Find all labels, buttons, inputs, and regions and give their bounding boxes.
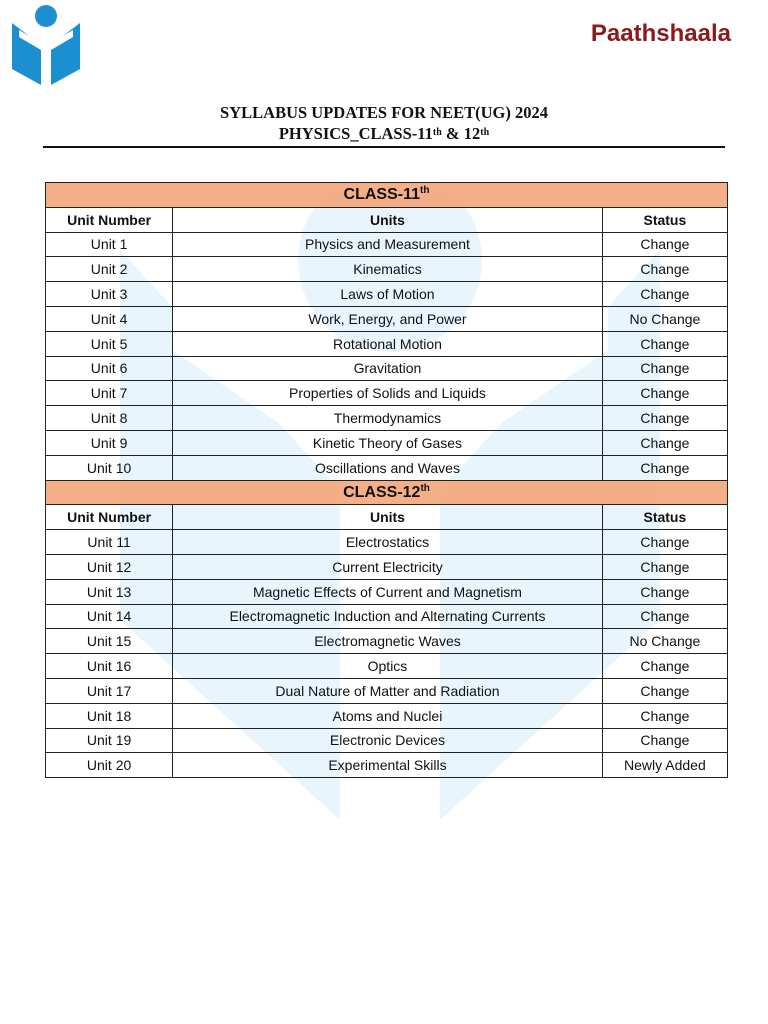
unit-name-cell: Magnetic Effects of Current and Magnetism bbox=[173, 579, 603, 604]
unit-number-cell: Unit 1 bbox=[46, 232, 173, 257]
unit-name-cell: Kinetic Theory of Gases bbox=[173, 430, 603, 455]
table-row bbox=[46, 257, 728, 282]
class-12-label: CLASS-12th bbox=[46, 480, 728, 505]
table-row bbox=[46, 406, 728, 431]
unit-name-cell: Kinematics bbox=[173, 257, 603, 282]
unit-number-cell: Unit 18 bbox=[46, 703, 173, 728]
status-cell: Change bbox=[602, 728, 727, 753]
table-row bbox=[46, 678, 728, 703]
unit-number-cell: Unit 14 bbox=[46, 604, 173, 629]
unit-number-cell: Unit 16 bbox=[46, 654, 173, 679]
subtitle-mid: & 12 bbox=[441, 124, 481, 143]
status-cell: Change bbox=[602, 678, 727, 703]
table-row bbox=[46, 554, 728, 579]
column-header-row bbox=[46, 505, 728, 530]
table-row bbox=[46, 306, 728, 331]
superscript: th bbox=[480, 127, 490, 138]
status-cell: No Change bbox=[602, 306, 727, 331]
brand-name: Paathshaala bbox=[590, 20, 731, 47]
status-cell: Change bbox=[602, 406, 727, 431]
status-cell: Change bbox=[602, 604, 727, 629]
status-cell: No Change bbox=[602, 629, 727, 654]
document-subtitle bbox=[0, 124, 768, 144]
status-cell: Change bbox=[602, 654, 727, 679]
unit-name-cell: Oscillations and Waves bbox=[173, 455, 603, 480]
status-cell: Change bbox=[602, 381, 727, 406]
unit-name-cell: Electronic Devices bbox=[173, 728, 603, 753]
status-cell: Change bbox=[602, 554, 727, 579]
table-row bbox=[46, 331, 728, 356]
unit-name-cell: Dual Nature of Matter and Radiation bbox=[173, 678, 603, 703]
unit-number-cell: Unit 19 bbox=[46, 728, 173, 753]
unit-number-cell: Unit 20 bbox=[46, 753, 173, 778]
status-cell: Change bbox=[602, 530, 727, 555]
table-row bbox=[46, 455, 728, 480]
syllabus-table bbox=[45, 182, 728, 778]
status-cell: Change bbox=[602, 579, 727, 604]
status-cell: Change bbox=[602, 232, 727, 257]
unit-number-cell: Unit 7 bbox=[46, 381, 173, 406]
superscript: th bbox=[432, 127, 442, 138]
table-row bbox=[46, 753, 728, 778]
unit-number-cell: Unit 17 bbox=[46, 678, 173, 703]
subtitle-prefix: PHYSICS_CLASS-11 bbox=[278, 124, 433, 143]
unit-name-cell: Current Electricity bbox=[173, 554, 603, 579]
unit-name-cell: Atoms and Nuclei bbox=[173, 703, 603, 728]
unit-name-cell: Optics bbox=[173, 654, 603, 679]
unit-name-cell: Electromagnetic Induction and Alternating Currents bbox=[173, 604, 603, 629]
class-11-header bbox=[46, 183, 728, 208]
status-cell: Change bbox=[602, 331, 727, 356]
status-cell: Change bbox=[602, 356, 727, 381]
status-cell: Change bbox=[602, 455, 727, 480]
status-cell: Change bbox=[602, 282, 727, 307]
table-row bbox=[46, 356, 728, 381]
status-cell: Change bbox=[602, 703, 727, 728]
table-row bbox=[46, 381, 728, 406]
column-header: Status bbox=[602, 505, 727, 530]
table-row bbox=[46, 629, 728, 654]
column-header: Units bbox=[173, 505, 603, 530]
unit-name-cell: Rotational Motion bbox=[173, 331, 603, 356]
table-row bbox=[46, 654, 728, 679]
column-header: Unit Number bbox=[46, 207, 173, 232]
unit-number-cell: Unit 15 bbox=[46, 629, 173, 654]
unit-number-cell: Unit 8 bbox=[46, 406, 173, 431]
unit-number-cell: Unit 3 bbox=[46, 282, 173, 307]
unit-name-cell: Physics and Measurement bbox=[173, 232, 603, 257]
class-12-header bbox=[46, 480, 728, 505]
title-divider bbox=[43, 146, 725, 148]
unit-number-cell: Unit 10 bbox=[46, 455, 173, 480]
unit-number-cell: Unit 5 bbox=[46, 331, 173, 356]
table-row bbox=[46, 530, 728, 555]
unit-number-cell: Unit 2 bbox=[46, 257, 173, 282]
document-title: SYLLABUS UPDATES FOR NEET(UG) 2024 bbox=[220, 103, 548, 122]
table-row bbox=[46, 604, 728, 629]
status-cell: Change bbox=[602, 430, 727, 455]
column-header-row bbox=[46, 207, 728, 232]
unit-name-cell: Work, Energy, and Power bbox=[173, 306, 603, 331]
reader-book-icon bbox=[10, 3, 82, 87]
table-row bbox=[46, 430, 728, 455]
table-row bbox=[46, 232, 728, 257]
unit-name-cell: Experimental Skills bbox=[173, 753, 603, 778]
unit-number-cell: Unit 9 bbox=[46, 430, 173, 455]
unit-number-cell: Unit 6 bbox=[46, 356, 173, 381]
status-cell: Newly Added bbox=[602, 753, 727, 778]
table-row bbox=[46, 728, 728, 753]
unit-name-cell: Electromagnetic Waves bbox=[173, 629, 603, 654]
table-row bbox=[46, 703, 728, 728]
unit-name-cell: Properties of Solids and Liquids bbox=[173, 381, 603, 406]
unit-number-cell: Unit 11 bbox=[46, 530, 173, 555]
unit-number-cell: Unit 4 bbox=[46, 306, 173, 331]
column-header: Unit Number bbox=[46, 505, 173, 530]
table-row bbox=[46, 579, 728, 604]
status-cell: Change bbox=[602, 257, 727, 282]
unit-number-cell: Unit 12 bbox=[46, 554, 173, 579]
table-row bbox=[46, 282, 728, 307]
column-header: Units bbox=[173, 207, 603, 232]
unit-name-cell: Thermodynamics bbox=[173, 406, 603, 431]
column-header: Status bbox=[602, 207, 727, 232]
unit-number-cell: Unit 13 bbox=[46, 579, 173, 604]
class-11-label: CLASS-11th bbox=[46, 183, 728, 208]
unit-name-cell: Electrostatics bbox=[173, 530, 603, 555]
unit-name-cell: Laws of Motion bbox=[173, 282, 603, 307]
unit-name-cell: Gravitation bbox=[173, 356, 603, 381]
